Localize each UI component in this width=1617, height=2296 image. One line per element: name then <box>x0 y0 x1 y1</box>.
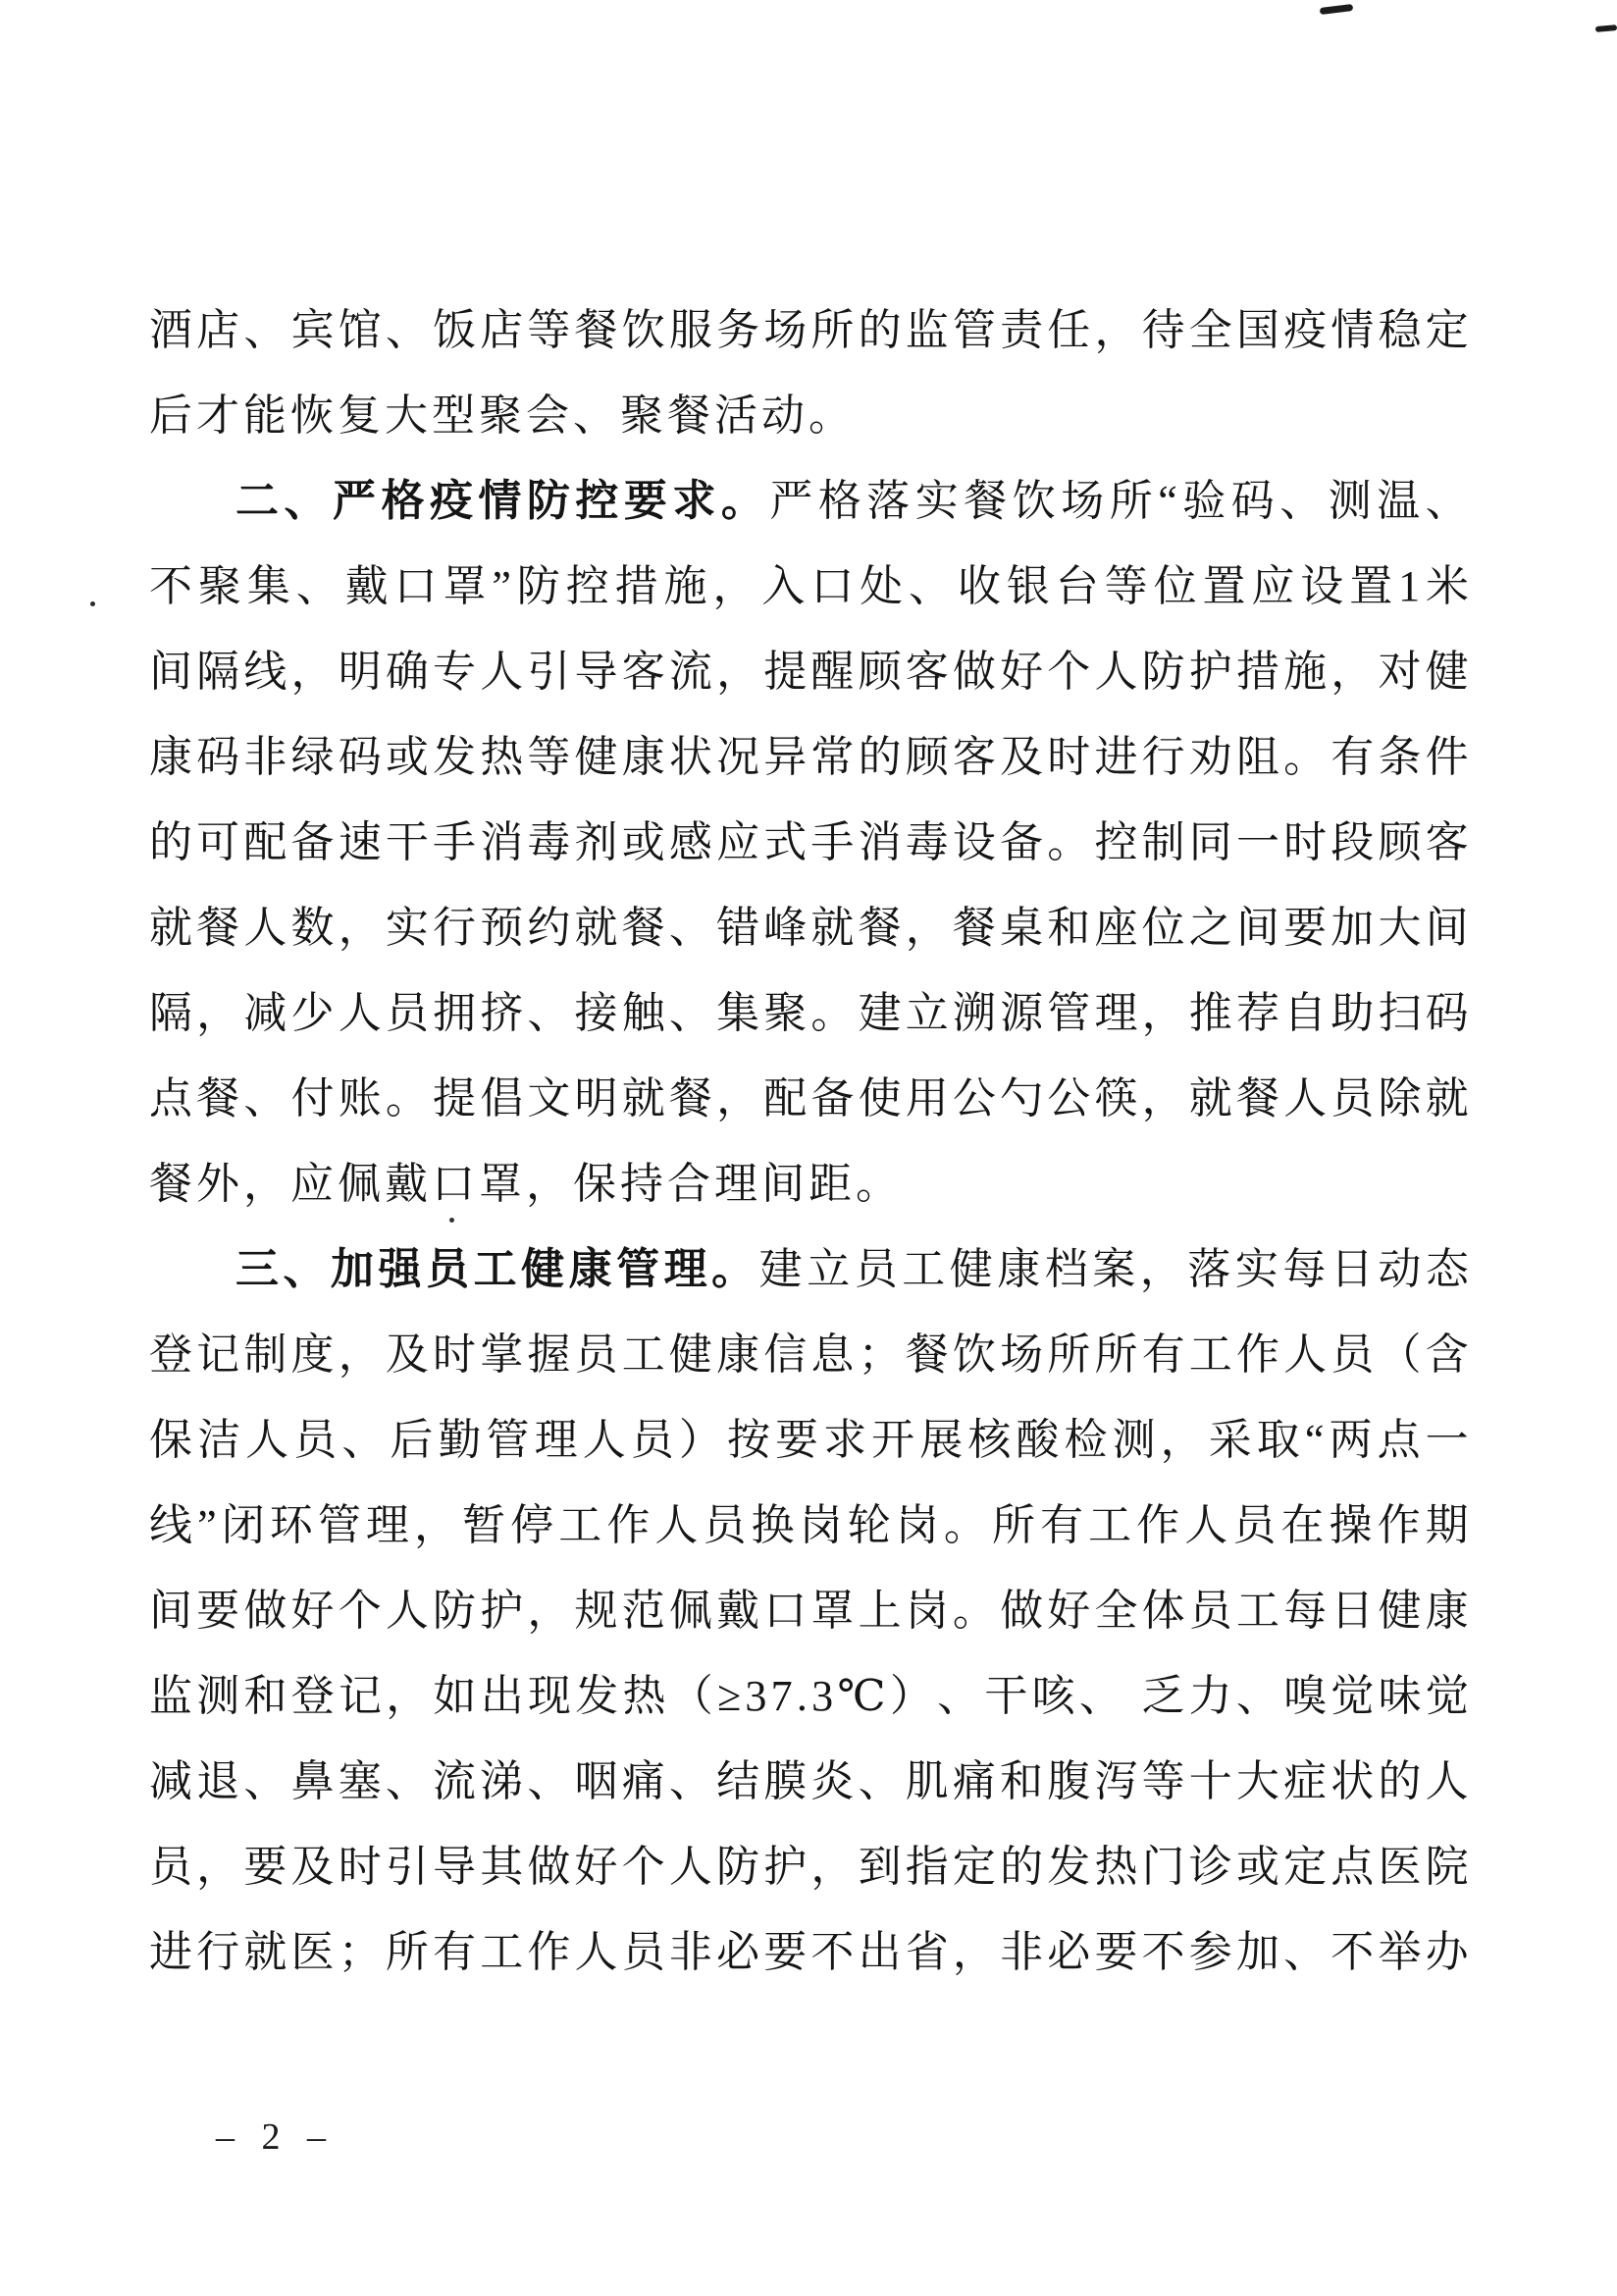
page-number: – 2 – <box>216 2116 335 2158</box>
text-line: 保 洁 人 员 、 后 勤 管 理 人 员 ） 按 要 求 开 展 核 酸 检 测 ， 采 取 “ 两 点 一 <box>149 1416 1469 1464</box>
text-line: 康 码 非 绿 码 或 发 热 等 健 康 状 况 异 常 的 顾 客 及 时 进 行 劝 阻 。 有 条 件 <box>149 733 1469 781</box>
text-line: 三 、 加 强 员 工 健 康 管 理 。 建 立 员 工 健 康 档 案 ， 落 实 每 日 动 态 <box>235 1245 1469 1293</box>
text-line: 点 餐 、 付 账 。 提 倡 文 明 就 餐 ， 配 备 使 用 公 勺 公 筷 ， 就 餐 人 员 除 就 <box>149 1074 1469 1122</box>
text-line: 酒 店 、 宾 馆 、 饭 店 等 餐 饮 服 务 场 所 的 监 管 责 任 ， 待 全 国 疫 情 稳 定 <box>149 306 1469 354</box>
text-line: 间 隔 线 ， 明 确 专 人 引 导 客 流 ， 提 醒 顾 客 做 好 个 人 防 护 措 施 ， 对 健 <box>149 648 1469 696</box>
text-line: 餐外，应佩戴口罩，保持合理间距。 <box>149 1160 903 1208</box>
text-line: 监 测 和 登 记 ， 如 出 现 发 热 （ ≥ 3 7 . 3 ℃ ） 、 干 咳 、 乏 力 、 嗅 觉 味 觉 <box>149 1672 1469 1720</box>
text-line: 登 记 制 度 ， 及 时 掌 握 员 工 健 康 信 息 ； 餐 饮 场 所 所 有 工 作 人 员 （ 含 <box>149 1331 1469 1379</box>
scan-smudge-top-right-icon <box>1595 25 1617 32</box>
text-line: 二 、 严 格 疫 情 防 控 要 求 。 严 格 落 实 餐 饮 场 所 “ 验 码 、 测 温 、 <box>235 477 1469 525</box>
text-line: 不 聚 集 、 戴 口 罩 ” 防 控 措 施 ， 入 口 处 、 收 银 台 等 位 置 应 设 置 1 米 <box>149 562 1469 610</box>
scan-smudge-top-icon <box>1320 4 1354 15</box>
text-line: 减 退 、 鼻 塞 、 流 涕 、 咽 痛 、 结 膜 炎 、 肌 痛 和 腹 泻 等 十 大 症 状 的 人 <box>149 1757 1469 1805</box>
text-line: 后才能恢复大型聚会、聚餐活动。 <box>149 391 856 440</box>
text-line: 隔 ， 减 少 人 员 拥 挤 、 接 触 、 集 聚 。 建 立 溯 源 管 理 ， 推 荐 自 助 扫 码 <box>149 989 1469 1037</box>
text-line: 进 行 就 医 ； 所 有 工 作 人 员 非 必 要 不 出 省 ， 非 必 要 不 参 加 、 不 举 办 <box>149 1928 1469 1976</box>
text-line: 的 可 配 备 速 干 手 消 毒 剂 或 感 应 式 手 消 毒 设 备 。 控 制 同 一 时 段 顾 客 <box>149 818 1469 866</box>
document-text <box>149 287 1469 1995</box>
text-line: 间 要 做 好 个 人 防 护 ， 规 范 佩 戴 口 罩 上 岗 。 做 好 全 体 员 工 每 日 健 康 <box>149 1587 1469 1635</box>
text-line: 员 ， 要 及 时 引 导 其 做 好 个 人 防 护 ， 到 指 定 的 发 热 门 诊 或 定 点 医 院 <box>149 1843 1469 1891</box>
text-line: 就 餐 人 数 ， 实 行 预 约 就 餐 、 错 峰 就 餐 ， 餐 桌 和 座 位 之 间 要 加 大 间 <box>149 904 1469 952</box>
scan-speck-left-icon <box>90 601 95 606</box>
text-line: 线 ” 闭 环 管 理 ， 暂 停 工 作 人 员 换 岗 轮 岗 。 所 有 工 作 人 员 在 操 作 期 <box>149 1501 1469 1549</box>
